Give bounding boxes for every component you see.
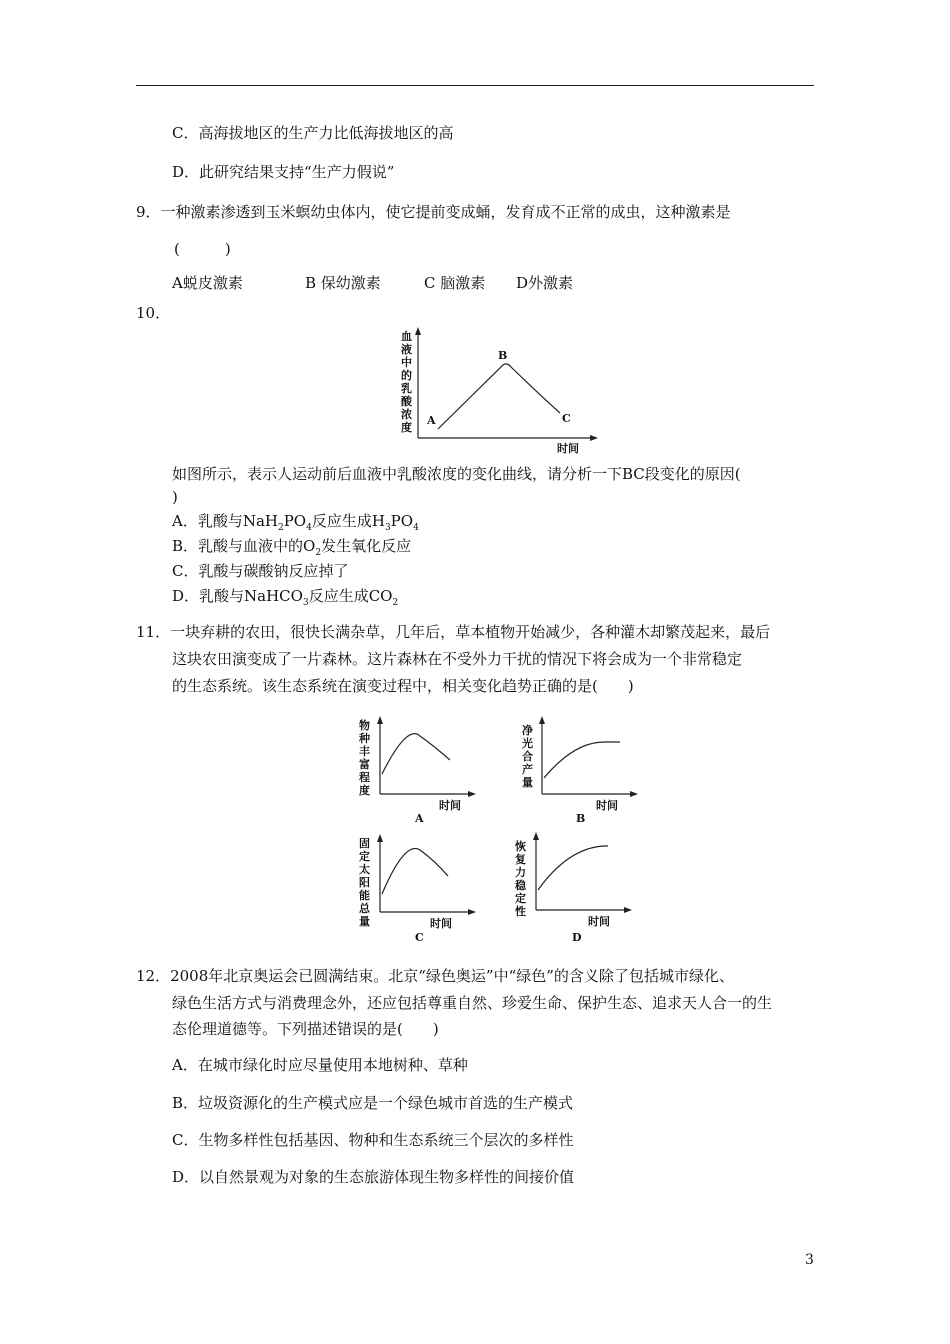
q9-blank: ( ) (174, 240, 231, 258)
q11-chart-c-ylabel: 固定太阳能总量 (359, 837, 370, 928)
q10-stem-line2: ) (172, 488, 178, 506)
q10-option-b: B．乳酸与血液中的$O_2$发生氧化反应 (172, 537, 412, 558)
q10-stem-line1: 如图所示，表示人运动前后血液中乳酸浓度的变化曲线，请分析一下BC段变化的原因( (172, 465, 741, 483)
q10-x-arrow (590, 435, 598, 441)
q10-point-a: A (427, 414, 436, 427)
q10-number: 10． (136, 304, 171, 322)
q11-chart-a-ylabel: 物种丰富程度 (359, 719, 370, 797)
header-rule (136, 85, 814, 86)
q11-chart-a (372, 714, 477, 799)
q10-y-arrow (415, 327, 421, 335)
q12-option-d: D．以自然景观为对象的生态旅游体现生物多样性的间接价值 (172, 1168, 575, 1186)
q11-chart-c-caption: C (415, 931, 424, 944)
page-number: 3 (805, 1252, 814, 1268)
q9-option-d: D外激素 (516, 274, 574, 292)
q11-line3: 的生态系统。该生态系统在演变过程中，相关变化趋势正确的是( ) (172, 677, 634, 695)
q12-line2: 绿色生活方式与消费理念外，还应包括尊重自然、珍爱生命、保护生态、追求天人合一的生 (172, 994, 773, 1012)
q8-option-c: C．高海拔地区的生产力比低海拔地区的高 (172, 124, 454, 142)
q11-chart-d-caption: D (572, 931, 582, 944)
q10-option-d: D．乳酸与NaHCO$_3$反应生成$CO_2$ (172, 587, 399, 608)
q11-chart-b-caption: B (576, 812, 586, 825)
q9-option-c: C 脑激素 (424, 274, 486, 292)
q11-line2: 这块农田演变成了一片森林。这片森林在不受外力干扰的情况下将会成为一个非常稳定 (172, 650, 743, 668)
q11-chart-d (528, 830, 633, 915)
q11-chart-b-ylabel: 净光合产量 (522, 724, 533, 789)
q9-stem: 9．一种激素渗透到玉米螟幼虫体内，使它提前变成蛹，发育成不正常的成虫，这种激素是 (136, 203, 731, 221)
q11-chart-b (534, 714, 639, 799)
q11-chart-c-xlabel: 时间 (430, 917, 452, 930)
q10-point-c: C (562, 412, 571, 425)
q10-chart (410, 325, 600, 450)
q11-chart-b-xlabel: 时间 (596, 799, 618, 812)
q11-chart-a-caption: A (415, 812, 424, 825)
q12-line1: 12．2008年北京奥运会已圆满结束。北京“绿色奥运”中“绿色”的含义除了包括城市绿化、 (136, 967, 734, 985)
q9-option-b: B 保幼激素 (305, 274, 381, 292)
q12-line3: 态伦理道德等。下列描述错误的是( ) (172, 1020, 439, 1038)
q10-option-c: C．乳酸与碳酸钠反应掉了 (172, 562, 349, 580)
q11-chart-c (372, 832, 477, 917)
q12-option-b: B．垃圾资源化的生产模式应是一个绿色城市首选的生产模式 (172, 1094, 574, 1112)
q10-curve (438, 364, 560, 429)
q10-point-b: B (498, 349, 508, 362)
q12-option-a: A．在城市绿化时应尽量使用本地树种、草种 (172, 1056, 468, 1074)
q11-chart-d-ylabel: 恢复力稳定性 (515, 840, 526, 918)
q10-chart-xlabel: 时间 (557, 442, 579, 455)
q11-line1: 11．一块弃耕的农田，很快长满杂草，几年后，草本植物开始减少，各种灌木却繁茂起来，最后 (136, 623, 771, 641)
q10-chart-ylabel: 血液中的乳酸浓度 (401, 330, 412, 434)
q10-option-a: A．乳酸与$NaH_2PO_4$反应生成$H_3PO_4$ (172, 512, 419, 533)
q9-option-a: A蜕皮激素 (172, 274, 243, 292)
q8-option-d: D．此研究结果支持“生产力假说” (172, 163, 395, 181)
q12-option-c: C．生物多样性包括基因、物种和生态系统三个层次的多样性 (172, 1131, 574, 1149)
q11-chart-d-xlabel: 时间 (588, 915, 610, 928)
q11-chart-a-xlabel: 时间 (439, 799, 461, 812)
